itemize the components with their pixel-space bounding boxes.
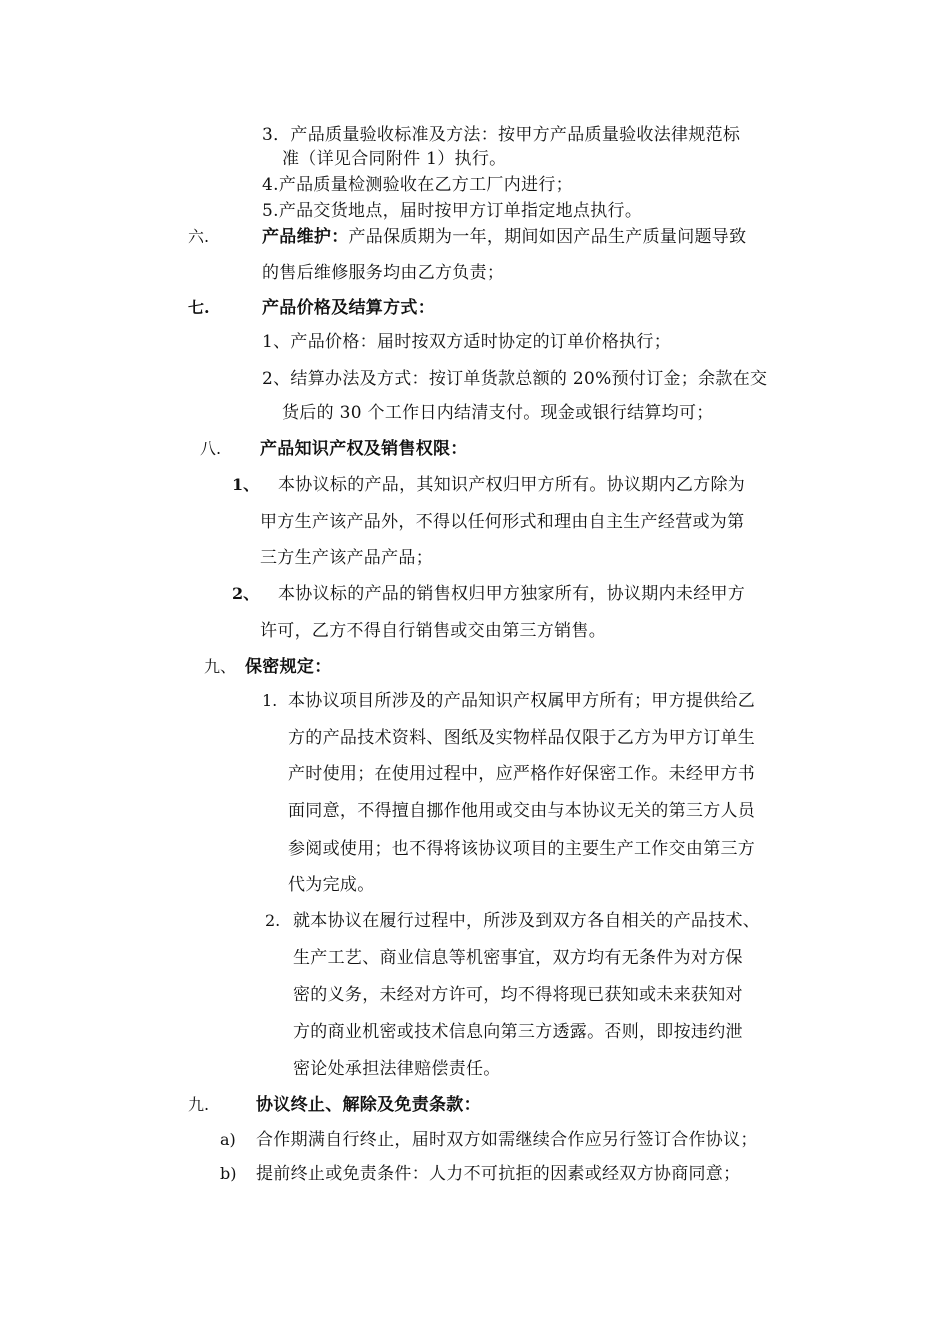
clause-9-2-number: 2.: [265, 911, 281, 930]
section-6-line1: [262, 226, 746, 248]
clause-8-2-line2: 许可，乙方不得自行销售或交由第三方销售。: [260, 621, 606, 641]
section-9-number: 九、: [204, 657, 237, 676]
clause-5-3-line2: 准（详见合同附件 1）执行。: [282, 149, 507, 169]
clause-9-2-line2: 生产工艺、商业信息等机密事宜，双方均有无条件为对方保: [293, 948, 743, 968]
section-10-number: 九.: [188, 1095, 210, 1114]
clause-9-2-line5: 密论处承担法律赔偿责任。: [293, 1059, 501, 1079]
clause-5-3-line1: 3．产品质量验收标准及方法：按甲方产品质量验收法律规范标: [262, 125, 741, 145]
section-6-text: 产品保质期为一年，期间如因产品生产质量问题导致: [348, 227, 747, 247]
clause-9-1-number: 1.: [262, 691, 278, 710]
clause-7-1: 1、产品价格：届时按双方适时协定的订单价格执行；: [262, 332, 672, 352]
section-8-number: 八.: [200, 439, 222, 458]
section-6-line2: 的售后维修服务均由乙方负责；: [262, 263, 505, 283]
section-7-number: 七.: [188, 298, 210, 317]
clause-9-1-line6: 代为完成。: [288, 875, 375, 895]
section-6-title: 产品维护：: [262, 227, 349, 247]
clause-8-1-line1: 本协议标的产品，其知识产权归甲方所有。协议期内乙方除为: [278, 475, 746, 495]
clause-10-b-number: b): [220, 1164, 237, 1183]
clause-9-2-line3: 密的义务，未经对方许可，均不得将现已获知或未来获知对: [293, 985, 743, 1005]
section-8-title: 产品知识产权及销售权限：: [260, 439, 468, 459]
clause-9-1-line1: 本协议项目所涉及的产品知识产权属甲方所有；甲方提供给乙: [288, 691, 756, 711]
section-7-title: 产品价格及结算方式：: [262, 298, 435, 318]
clause-9-1-line5: 参阅或使用；也不得将该协议项目的主要生产工作交由第三方: [288, 839, 756, 859]
section-9-title: 保密规定：: [245, 657, 332, 677]
clause-8-1-number: 1、: [232, 475, 260, 494]
clause-9-1-line4: 面同意，不得擅自挪作他用或交由与本协议无关的第三方人员: [288, 801, 756, 821]
clause-7-2-line2: 货后的 30 个工作日内结清支付。现金或银行结算均可；: [282, 403, 714, 423]
clause-10-a-number: a): [220, 1130, 236, 1149]
clause-5-4: 4.产品质量检测验收在乙方工厂内进行；: [262, 175, 573, 195]
clause-8-1-line3: 三方生产该产品产品；: [260, 548, 433, 568]
clause-8-2-line1: 本协议标的产品的销售权归甲方独家所有，协议期内未经甲方: [278, 584, 746, 604]
clause-9-1-line3: 产时使用；在使用过程中，应严格作好保密工作。未经甲方书: [288, 764, 756, 784]
clause-10-a: 合作期满自行终止，届时双方如需继续合作应另行签订合作协议；: [256, 1130, 758, 1150]
clause-10-b: 提前终止或免责条件：人力不可抗拒的因素或经双方协商同意；: [256, 1164, 741, 1184]
clause-7-2-line1: 2、结算办法及方式：按订单货款总额的 20%预付订金；余款在交: [262, 369, 768, 389]
clause-9-1-line2: 方的产品技术资料、图纸及实物样品仅限于乙方为甲方订单生: [288, 728, 756, 748]
clause-9-2-line4: 方的商业机密或技术信息向第三方透露。否则，即按违约泄: [293, 1022, 743, 1042]
clause-9-2-line1: 就本协议在履行过程中，所涉及到双方各自相关的产品技术、: [293, 911, 761, 931]
section-6-number: 六.: [188, 227, 210, 246]
clause-8-2-number: 2、: [232, 584, 260, 603]
clause-5-5: 5.产品交货地点，届时按甲方订单指定地点执行。: [262, 201, 643, 221]
section-10-title: 协议终止、解除及免责条款：: [256, 1095, 481, 1115]
clause-8-1-line2: 甲方生产该产品外，不得以任何形式和理由自主生产经营或为第: [260, 512, 745, 532]
